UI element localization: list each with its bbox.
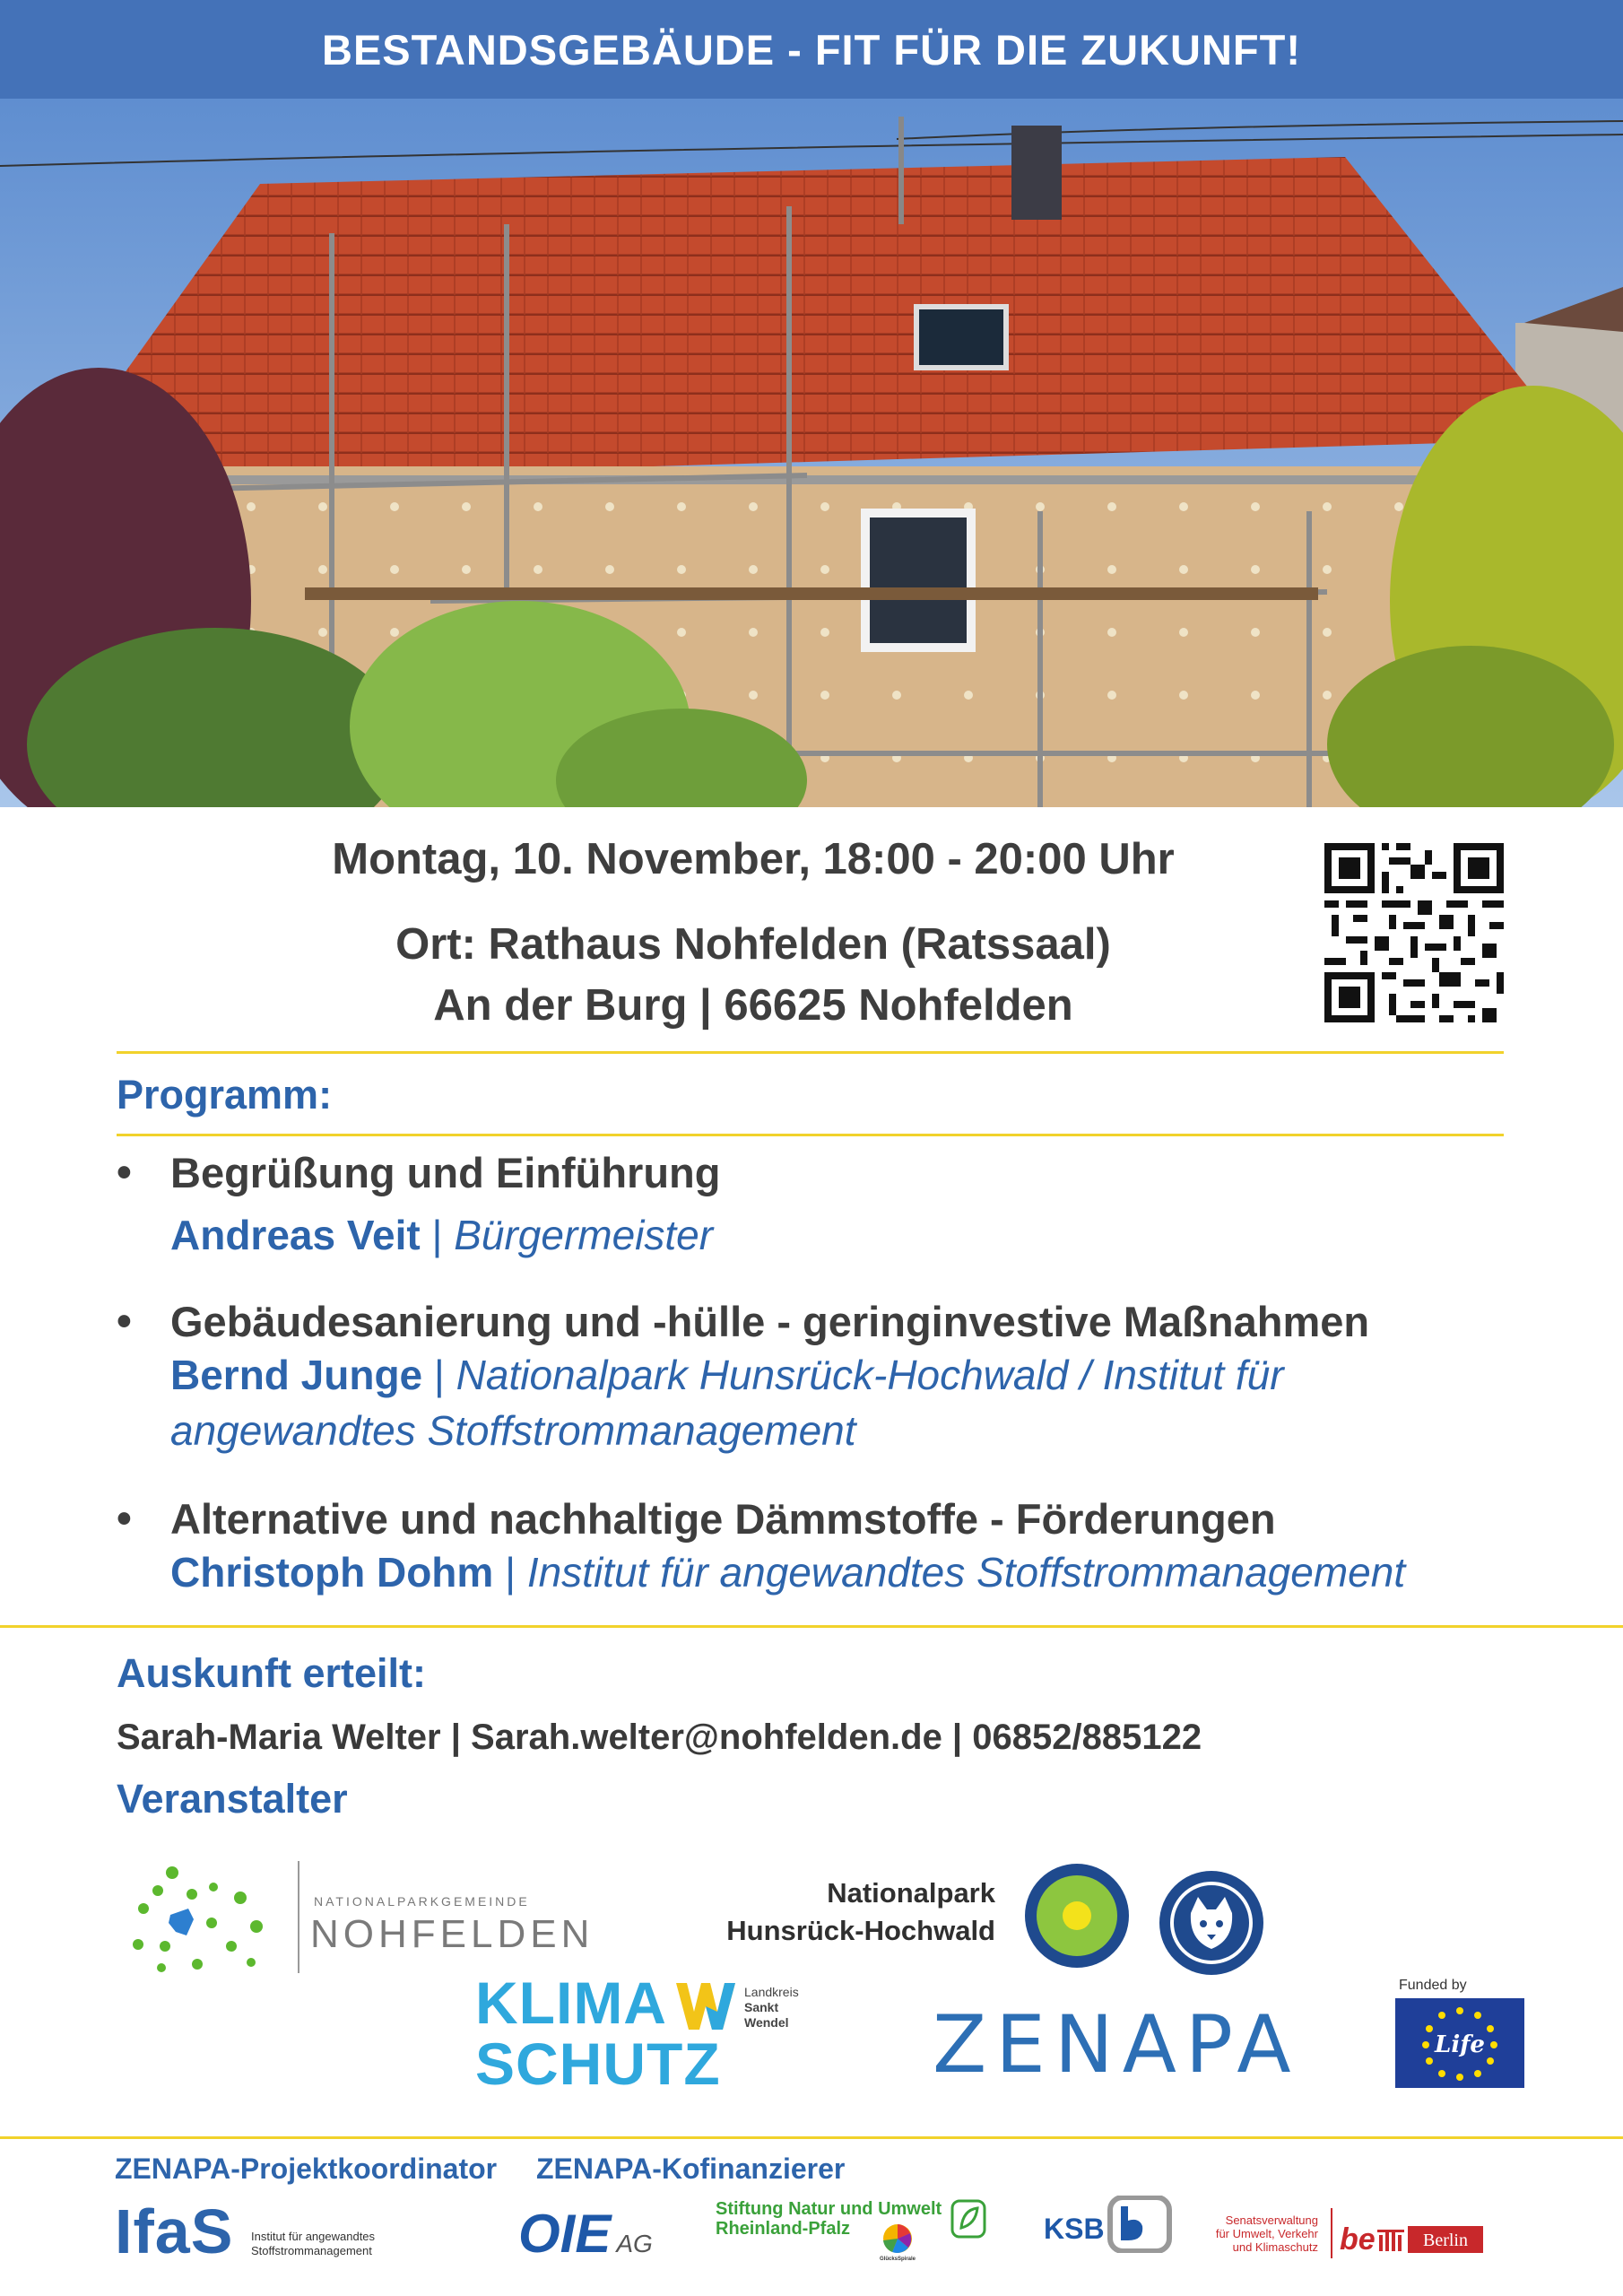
nohfelden-logo [126, 1857, 595, 1982]
speaker-role: Institut für angewandtes Stoffstrommanagement [526, 1549, 1406, 1596]
be-berlin-logo [1336, 2215, 1506, 2260]
poster-title: BESTANDSGEBÄUDE - FIT FÜR DIE ZUKUNFT! [322, 25, 1301, 74]
landkreis-label [744, 1985, 799, 2031]
program-topic: Begrüßung und Einführung [170, 1149, 721, 1196]
ifas-subtitle [251, 2230, 375, 2258]
program-speaker [170, 1544, 1497, 1600]
gluecksspirale-text: GlücksSpirale [879, 2257, 916, 2262]
qr-code[interactable] [1324, 843, 1504, 1022]
nationalpark-logo-text [690, 1874, 995, 1950]
speaker-name: Christoph Dohm [170, 1549, 494, 1596]
speaker-separator: | [420, 1212, 455, 1258]
speaker-separator: | [493, 1549, 527, 1596]
divider-program [117, 1134, 1504, 1136]
program-speaker [170, 1347, 1497, 1458]
funded-by-label: Funded by [1399, 1978, 1467, 1993]
klimaschutz-logo [475, 1969, 807, 2103]
coordinator-label: ZENAPA-Projektkoordinator [115, 2152, 498, 2185]
stiftung-line2: Rheinland-Pfalz [716, 2219, 851, 2239]
divider-top [117, 1051, 1504, 1054]
nationalpark-sun-icon [1024, 1863, 1130, 1969]
bullet: • [117, 1495, 132, 1543]
contact-details[interactable]: Sarah-Maria Welter | Sarah.welter@nohfelden.de | 06852/885122 [117, 1718, 1202, 1757]
event-address: An der Burg | 66625 Nohfelden [433, 981, 1073, 1030]
header-banner [0, 0, 1623, 99]
bullet: • [117, 1298, 132, 1345]
speaker-name: Bernd Junge [170, 1352, 423, 1398]
nohfelden-name: NOHFELDEN [310, 1912, 595, 1956]
ifas-logo [115, 2196, 376, 2267]
nationalpark-line1: Nationalpark [827, 1877, 995, 1909]
cofinancier-label: ZENAPA-Kofinanzierer [536, 2152, 846, 2185]
house-photo [0, 99, 1623, 807]
ifas-subtitle-line1: Institut für angewandtes [251, 2230, 376, 2243]
landkreis-line2: Sankt [744, 2000, 779, 2014]
senats-line1: Senatsverwaltung [1225, 2213, 1318, 2227]
schutz-word: SCHUTZ [475, 2031, 721, 2097]
gluecksspirale-icon [877, 2221, 918, 2262]
leaf-icon [950, 2199, 986, 2239]
senats-line3: und Klimaschutz [1232, 2240, 1318, 2254]
ksb-text: KSB [1044, 2213, 1105, 2245]
life-text: Life [1435, 2031, 1485, 2058]
oie-wordmark: OIE [518, 2204, 612, 2264]
organizers-title: Veranstalter [117, 1776, 348, 1822]
oie-ag: AG [616, 2230, 653, 2257]
wildcat-icon [1159, 1870, 1264, 1976]
event-date-time: Montag, 10. November, 18:00 - 20:00 Uhr [332, 835, 1175, 883]
program-topic: Gebäudesanierung und -hülle - geringinvestive Maßnahmen [170, 1298, 1370, 1345]
contact-title: Auskunft erteilt: [117, 1650, 427, 1696]
be-text: be [1340, 2222, 1376, 2257]
speaker-role: Bürgermeister [454, 1212, 714, 1258]
landkreis-line1: Landkreis [744, 1985, 799, 1999]
senats-line2: für Umwelt, Verkehr [1215, 2227, 1318, 2240]
program-title: Programm: [117, 1072, 333, 1118]
stiftung-line1: Stiftung Natur und Umwelt [716, 2199, 942, 2219]
berlin-text: Berlin [1423, 2231, 1468, 2250]
ifas-subtitle-line2: Stoffstrommanagement [251, 2244, 372, 2257]
klima-word: KLIMA [475, 1970, 667, 2036]
landkreis-line3: Wendel [744, 2015, 789, 2030]
ifas-wordmark: IfaS [115, 2196, 234, 2266]
nationalpark-line2: Hunsrück-Hochwald [726, 1915, 995, 1946]
speaker-name: Andreas Veit [170, 1212, 421, 1258]
nohfelden-dots-icon [126, 1857, 296, 1982]
program-speaker [170, 1207, 1497, 1263]
oie-logo [518, 2203, 653, 2265]
eu-life-icon [1395, 1998, 1524, 2088]
divider-contact [0, 1625, 1623, 1628]
nohfelden-divider [298, 1861, 299, 1973]
senatsverwaltung-logo [1188, 2213, 1318, 2254]
senats-divider [1331, 2208, 1332, 2258]
divider-bottom [0, 2136, 1623, 2139]
ksb-logo [1042, 2196, 1176, 2253]
program-topic: Alternative und nachhaltige Dämmstoffe - Förderungen [170, 1495, 1276, 1543]
sankt-wendel-w-icon [674, 1979, 737, 2033]
speaker-role: Nationalpark Hunsrück-Hochwald / Institut für angewandtes Stoffstrommanagement [170, 1352, 1284, 1454]
zenapa-logo: ZENAPA [933, 1998, 1300, 2091]
bullet: • [117, 1149, 132, 1196]
nohfelden-subtitle: NATIONALPARKGEMEINDE [314, 1894, 530, 1909]
speaker-separator: | [422, 1352, 456, 1398]
event-place: Ort: Rathaus Nohfelden (Ratssaal) [395, 920, 1111, 969]
